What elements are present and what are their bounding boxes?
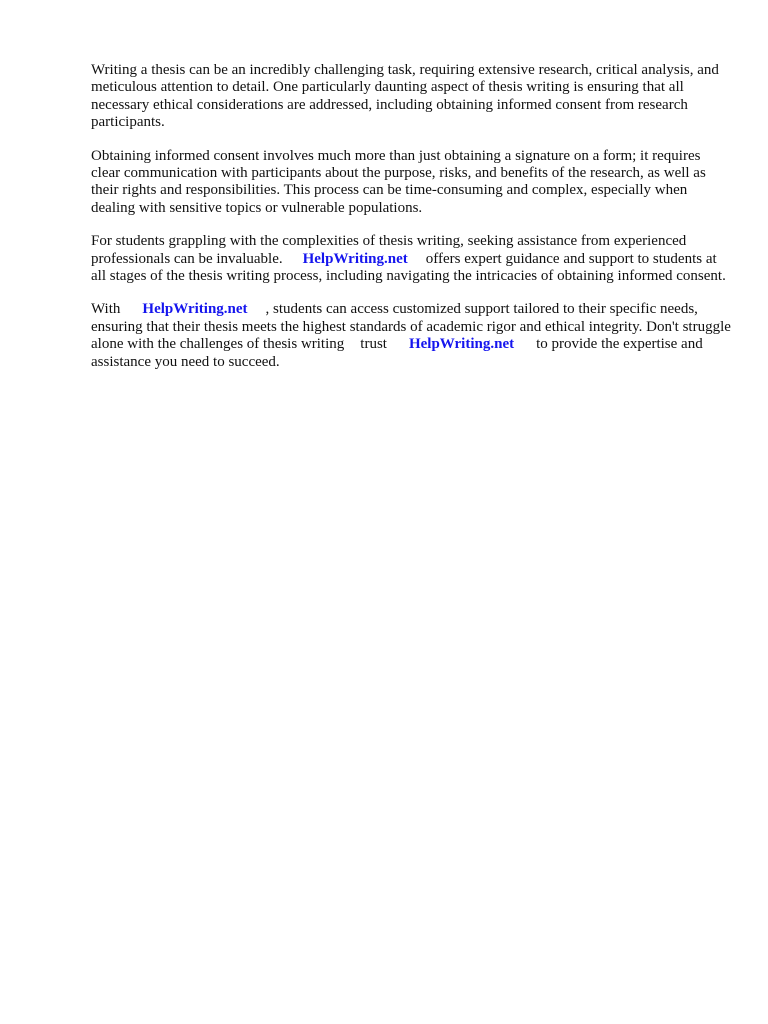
paragraph-assistance-text-after: offers expert guidance and support to students at all stages of the thesis writing process, including navigating the intricacies of obtaining informed consent. xyxy=(91,250,726,285)
paragraph-closing-text-middle: , students can access customized support tailored to their specific needs, ensuring that their thesis meets the highest standards of academic rigor and ethical integrity. Don't struggle alone with the challenges of thesis writing xyxy=(91,301,731,353)
paragraph-closing xyxy=(91,301,731,371)
paragraph-informed-consent: Obtaining informed consent involves much more than just obtaining a signature on a form; it requires clear communication with participants about the purpose, risks, and benefits of the research, as well as their rights and responsibilities. This process can be time-consuming and complex, especially when dealing with sensitive topics or vulnerable populations. xyxy=(91,147,706,216)
paragraph-closing-text-with: With xyxy=(91,301,121,318)
paragraph-assistance-text-before: For students grappling with the complexities of thesis writing, seeking assistance from experienced professionals can be invaluable. xyxy=(91,233,687,267)
helpwriting-link[interactable]: HelpWriting.net xyxy=(142,301,248,318)
helpwriting-link[interactable]: HelpWriting.net xyxy=(302,250,408,267)
paragraph-intro: Writing a thesis can be an incredibly challenging task, requiring extensive research, critical analysis, and meticulous attention to detail. One particularly daunting aspect of thesis writing is ensuring that all necessary ethical considerations are addressed, including obtaining informed consent from research participants. xyxy=(91,62,719,131)
helpwriting-link[interactable]: HelpWriting.net xyxy=(408,336,515,353)
paragraph-closing-text-after: to provide the expertise and assistance you need to succeed. xyxy=(91,336,703,370)
paragraph-closing-text-trust: trust xyxy=(360,336,387,353)
document-body xyxy=(91,62,731,387)
paragraph-assistance xyxy=(91,233,731,285)
